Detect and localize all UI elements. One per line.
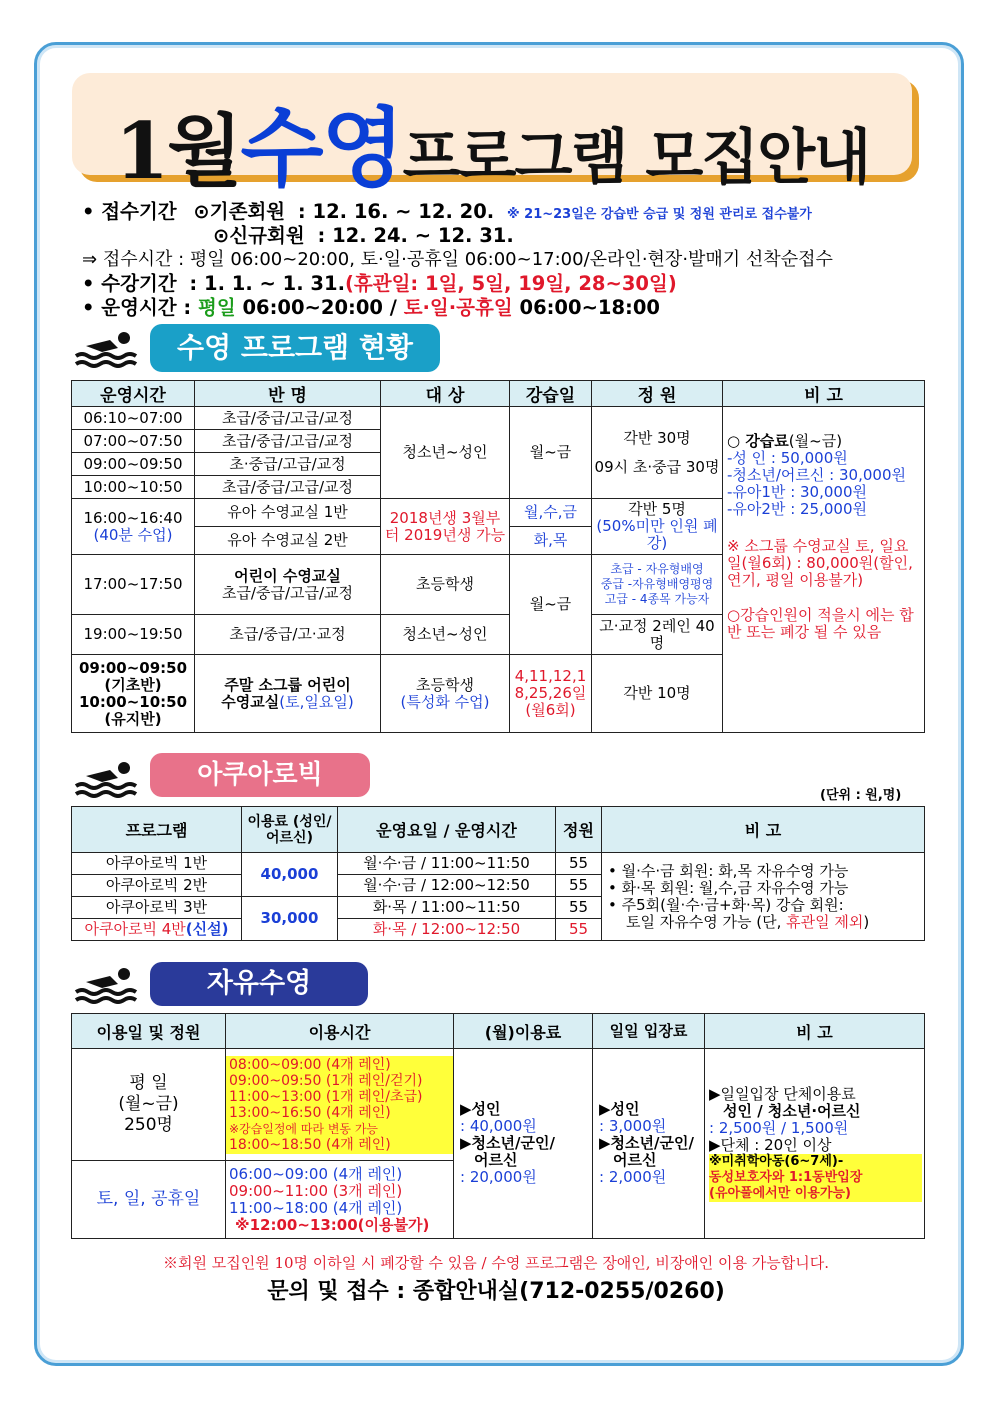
table-row: 토, 일, 공휴일 06:00~09:00 (4개 레인) 09:00~11:00 (3개 레인) 11:00~18:00 (4개 레인) ※12:00~13:00(이용불가) [72, 1161, 925, 1239]
col-header: 비 고 [705, 1014, 925, 1049]
section-swim-program: 수영 프로그램 현황 [150, 324, 440, 372]
free-swim-table [71, 1013, 925, 1239]
table-row: 아쿠아로빅 4반(신설) 화·목 / 12:00~12:50 55 [72, 919, 925, 941]
table-row: 19:00~19:50 초급/중급/고·교정 청소년~성인 고·교정 2레인 40명 [72, 615, 925, 655]
swim-program-table [71, 380, 925, 733]
swimmer-icon [72, 760, 140, 800]
col-header: 비 고 [602, 807, 925, 853]
col-header: 이용시간 [226, 1014, 454, 1049]
aquarobic-table [71, 806, 925, 941]
col-header: 비 고 [723, 381, 925, 407]
table-row: 아쿠아로빅 3반 30,000 화·목 / 11:00~11:50 55 [72, 897, 925, 919]
reg-time-row: ⇒ 접수시간 : 평일 06:00~20:00, 토·일·공휴일 06:00~17:00/온라인·현장·발매기 선착순접수 [82, 249, 833, 270]
info-block [82, 200, 942, 320]
swim-remarks: ○ 강습료(월~금) -성 인 : 50,000원 -청소년/어르신 : 30,000원 -유아1반 : 30,000원 -유아2반 : 25,000원 ※ 소그룹 수영교실 토, 일요일(월6회) : 80,000원(할인, 연기, 평일 이용불가) ○강습인원이 적을시 에는 합반 또는 폐강 될 수 있음 [723, 407, 925, 733]
reg-period-row: • 접수기간 ⊙기존회원 : 12. 16. ~ 12. 20. ※ 21~23일은 강습반 승급 및 정원 관리로 접수불가 [82, 200, 812, 223]
unit-label: (단위 : 원,명) [820, 788, 902, 803]
table-row: 17:00~17:50 어린이 수영교실 초급/중급/고급/교정 초등학생 월~금 초급 - 자유형배영 중급 -자유형배영평영 고급 - 4종목 가능자 [72, 555, 925, 615]
col-header: (월)이용료 [454, 1014, 593, 1049]
table-row: 09:00~09:50 (기초반) 10:00~10:50 (유지반) 주말 소그룹 어린이 수영교실(토,일요일) 초등학생 (특성화 수업) 4,11,12,18,25,26일 (월6회) 각반 10명 [72, 655, 925, 733]
section-free-swim: 자유수영 [150, 962, 368, 1006]
aqua-remarks: • 월·수·금 회원: 화,목 자유수영 가능 • 화·목 회원: 월,수,금 자유수영 가능 • 주5회(월·수·금+화·목) 강습 회원: 토일 자유수영 가능 (단, 휴관일 제외) [602, 853, 925, 941]
col-header: 정원 [556, 807, 602, 853]
course-period-row: • 수강기간 : 1. 1. ~ 1. 31.(휴관일: 1일, 5일, 19일, 28~30일) [82, 272, 677, 295]
col-header: 정 원 [592, 381, 723, 407]
table-row: 07:00~07:50 초급/중급/고급/교정 [72, 430, 925, 453]
table-row: 아쿠아로빅 2반 월·수·금 / 12:00~12:50 55 [72, 875, 925, 897]
contact-info: 문의 및 접수 : 종합안내실(712-0255/0260) [267, 1279, 725, 1304]
table-row: 09:00~09:50 초·중급/고급/교정 [72, 453, 925, 476]
table-row: 아쿠아로빅 1반 40,000 월·수·금 / 11:00~11:50 55 • 월·수·금 회원: 화,목 자유수영 가능 • 화·목 회원: 월,수,금 자유수영 가능 • 주5회(월·수·금+화·목) 강습 회원: 토일 자유수영 가능 (단, 휴관일 제외) [72, 853, 925, 875]
page-title: 1월수영프로그램 모집안내 [114, 99, 870, 199]
col-header: 운영요일 / 운영시간 [338, 807, 556, 853]
col-header: 일일 입장료 [593, 1014, 705, 1049]
col-header: 프로그램 [72, 807, 242, 853]
section-aquarobic: 아쿠아로빅 [150, 753, 370, 797]
operating-hours-row: • 운영시간 : 평일 06:00~20:00 / 토·일·공휴일 06:00~18:00 [82, 296, 660, 319]
table-row: 평 일 (월~금) 250명 08:00~09:00 (4개 레인) 09:00~09:50 (1개 레인/걷기) 11:00~13:00 (1개 레인/초급) 13:00~16:50 (4개 레인) ※강습일정에 따라 변동 가능 18:00~18:50 (4개 레인) ▶성인 : 40,000원 ▶청소년/군인/ 어르신 : 20,000원 ▶성인 : 3,000원 ▶청소년/군인/ 어르신 : 2,000원 ▶일일입장 단체이용료 성인 / 청소년·어르신 : 2,500원 / 1,500원 ▶단체 : 20인 이상 ※미취학아동(6~7세)- 동성보호자와 1:1동반입장 (유아풀에서만 이용가능) [72, 1049, 925, 1161]
table-row: 06:10~07:00 초급/중급/고급/교정 청소년~성인 월~금 각반 30명 09시 초·중급 30명 ○ 강습료(월~금) -성 인 : 50,000원 -청소년/어르신 : 30,000원 -유아1반 : 30,000원 -유아2반 : 25,000원 ※ 소그룹 수영교실 토, 일요일(월6회) : 80,000원(할인, 연기, 평일 이용불가) ○강습인원이 적을시 에는 합반 또는 폐강 될 수 있음 [72, 407, 925, 430]
free-swim-remarks: ▶일일입장 단체이용료 성인 / 청소년·어르신 : 2,500원 / 1,500원 ▶단체 : 20인 이상 ※미취학아동(6~7세)- 동성보호자와 1:1동반입장 (유아풀에서만 이용가능) [705, 1049, 925, 1239]
col-header: 운영시간 [72, 381, 195, 407]
table-row: 10:00~10:50 초급/중급/고급/교정 [72, 476, 925, 499]
new-member-row: ⊙신규회원 : 12. 24. ~ 12. 31. [213, 224, 514, 247]
swimmer-icon [72, 330, 140, 370]
col-header: 대 상 [381, 381, 510, 407]
col-header: 강습일 [510, 381, 592, 407]
title-banner [72, 73, 912, 199]
col-header: 이용일 및 정원 [72, 1014, 226, 1049]
footer-note: ※회원 모집인원 10명 이하일 시 폐강할 수 있음 / 수영 프로그램은 장애인, 비장애인 이용 가능합니다. [162, 1254, 830, 1272]
col-header: 반 명 [195, 381, 381, 407]
table-row: 16:00~16:40 (40분 수업) 유아 수영교실 1반 2018년생 3월부터 2019년생 가능 월,수,금 각반 5명 (50%미만 인원 폐강) [72, 499, 925, 527]
swimmer-icon [72, 966, 140, 1006]
table-row: 유아 수영교실 2반 화,목 [72, 527, 925, 555]
col-header: 이용료 (성인/어르신) [242, 807, 338, 853]
